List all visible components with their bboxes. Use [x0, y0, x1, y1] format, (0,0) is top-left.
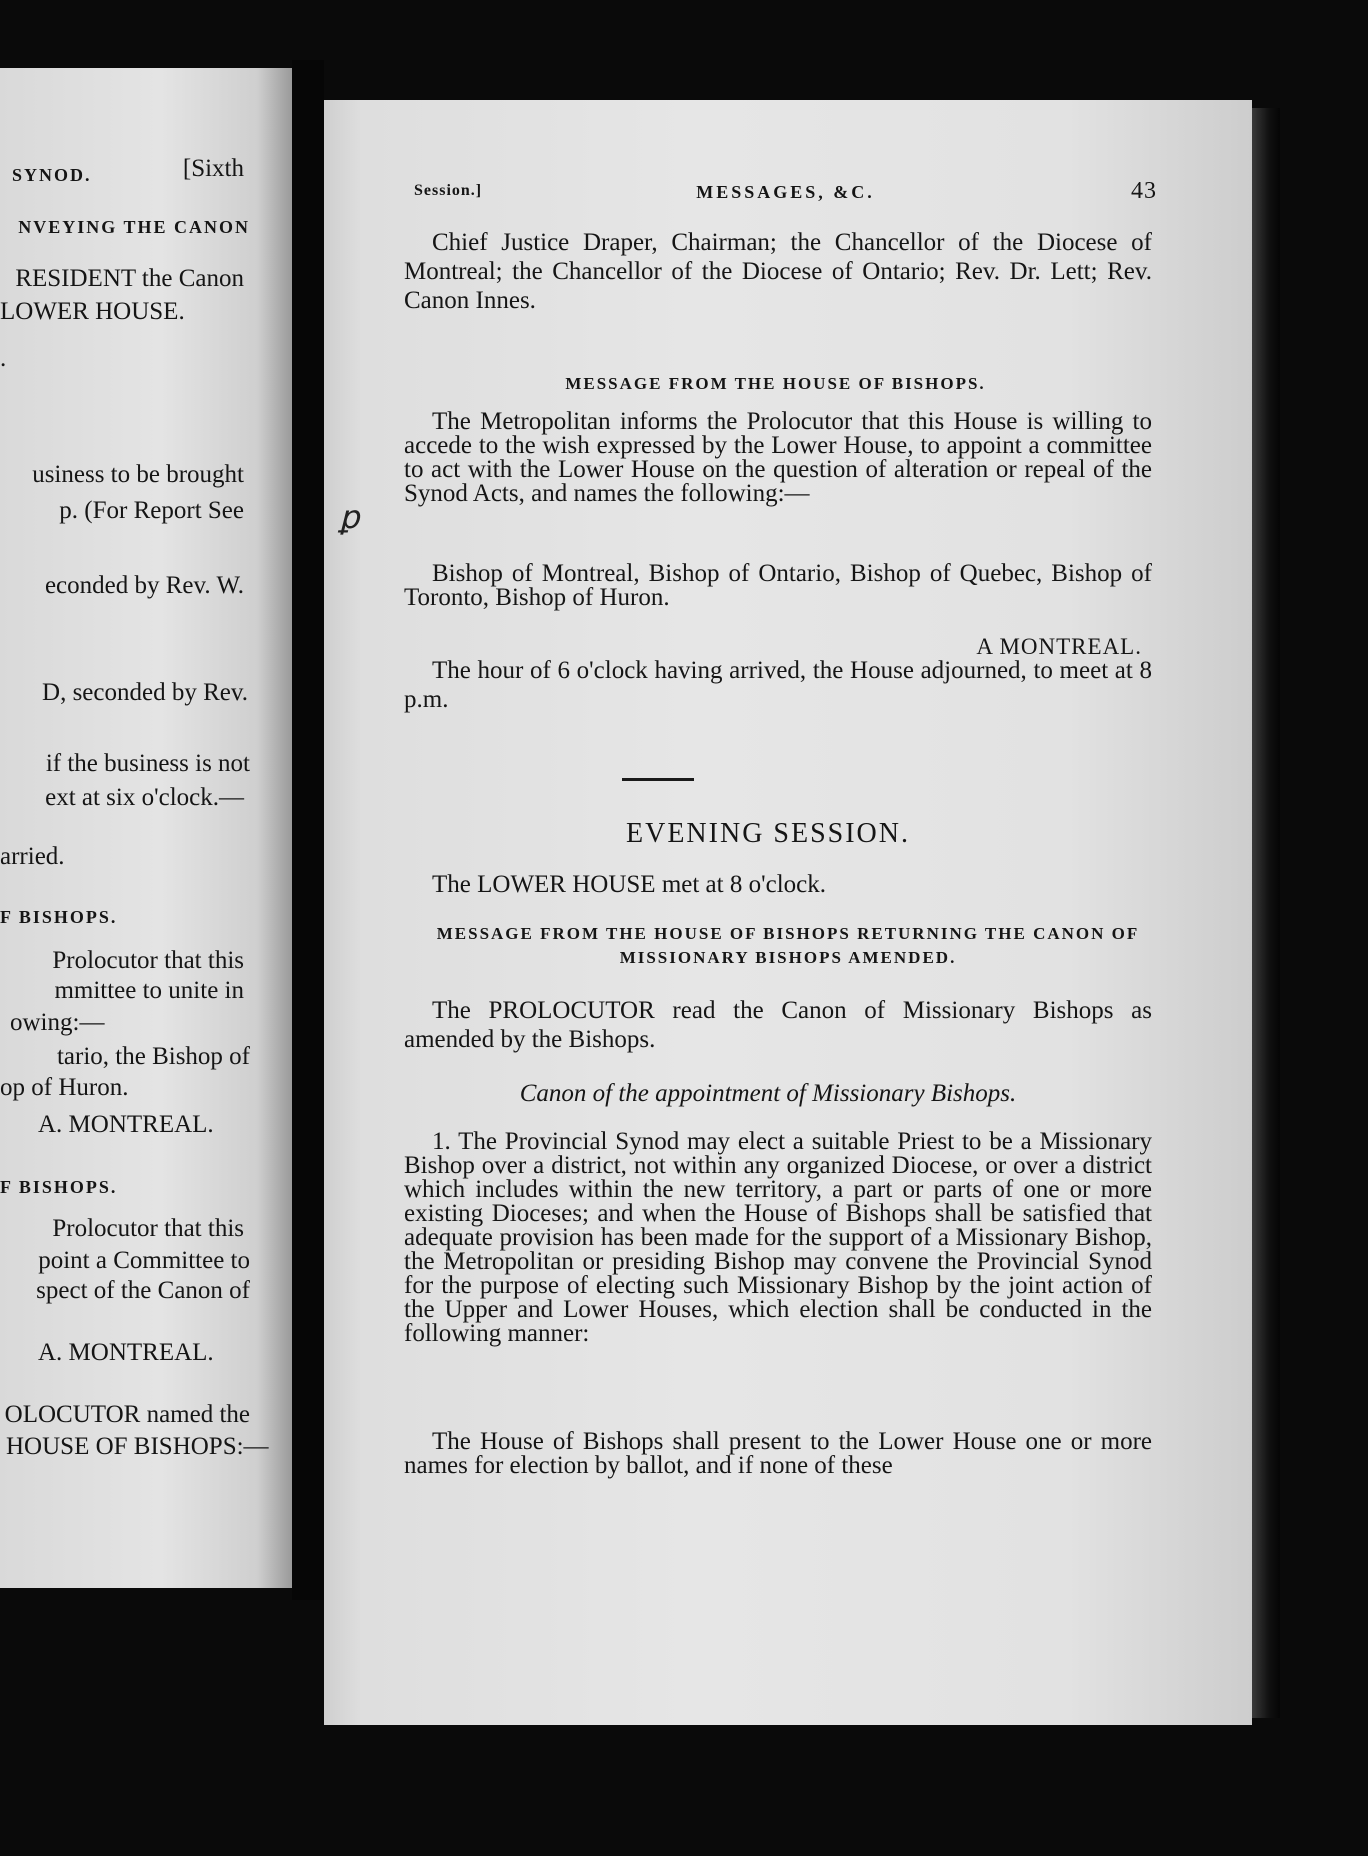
- left-line: RESIDENT the Canon: [15, 265, 244, 292]
- heading-returning-canon: MESSAGE FROM THE HOUSE OF BISHOPS RETURNING THE CANON OF MISSIONARY BISHOPS AMENDED.: [436, 924, 1140, 967]
- header-session: Session.]: [414, 182, 483, 199]
- left-line: [Sixth: [182, 155, 244, 182]
- left-line: SYNOD.: [12, 165, 92, 185]
- left-line: HOUSE OF BISHOPS:—: [6, 1433, 269, 1460]
- left-line: arried.: [0, 843, 65, 870]
- bishops-list: Bishop of Montreal, Bishop of Ontario, Bishop of Quebec, Bishop of Toronto, Bishop of Huron.: [404, 560, 1152, 611]
- message-paragraph: The Metropolitan informs the Prolocutor that this House is willing to accede to the wish expressed by the Lower House, to appoint a committee to act with the Lower House on the question of alteration or repeal of the Synod Acts, and names the following:—: [404, 408, 1152, 507]
- left-line: if the business is not: [45, 750, 250, 777]
- page-number: 43: [1131, 178, 1157, 204]
- left-line: point a Committee to: [38, 1247, 250, 1274]
- left-page-fragment: [0, 68, 292, 1588]
- left-line: usiness to be brought: [32, 461, 244, 488]
- adjourn-paragraph: The hour of 6 o'clock having arrived, the House adjourned, to meet at 8 p.m.: [404, 657, 1152, 713]
- left-line: Prolocutor that this: [52, 947, 244, 974]
- left-line: A. MONTREAL.: [38, 1111, 214, 1138]
- signature: A MONTREAL.: [976, 634, 1142, 659]
- committee-paragraph: Chief Justice Draper, Chairman; the Chancellor of the Diocese of Montreal; the Chancellor of the Diocese of Ontario; Rev. Dr. Lett; Rev. Canon Innes.: [404, 229, 1152, 314]
- left-line: .: [0, 345, 7, 372]
- book-gutter: [292, 60, 324, 1600]
- left-line: F BISHOPS.: [0, 1177, 118, 1197]
- left-line: Prolocutor that this: [52, 1215, 244, 1242]
- left-line: D, seconded by Rev.: [42, 679, 248, 706]
- canon-title: Canon of the appointment of Missionary Bishops.: [519, 1080, 1017, 1107]
- page-edge: [1252, 108, 1280, 1718]
- left-line: tario, the Bishop of: [56, 1043, 250, 1070]
- left-line: LOWER HOUSE.: [0, 298, 185, 325]
- canon-clause-1: 1. The Provincial Synod may elect a suitable Priest to be a Missionary Bishop over a district, not within any organized Diocese, or over a district which includes within the new territory, a part or parts of one or more existing Dioceses; and when the House of Bishops shall be satisfied that adequate provision has been made for the support of a Missionary Bishop, the Metropolitan or presiding Bishop may convene the Provincial Synod for the purpose of electing such Missionary Bishop by the joint action of the Upper and Lower Houses, which election shall be conducted in the following manner:: [404, 1128, 1152, 1347]
- left-line: A. MONTREAL.: [38, 1339, 214, 1366]
- left-line: spect of the Canon of: [36, 1277, 250, 1304]
- section-rule: [622, 778, 694, 781]
- right-page: [324, 100, 1252, 1725]
- left-line: p. (For Report See: [59, 497, 244, 524]
- left-line: F BISHOPS.: [0, 907, 118, 927]
- running-header: [414, 178, 1157, 208]
- left-line: ext at six o'clock.—: [45, 784, 244, 811]
- left-line: op of Huron.: [0, 1074, 129, 1101]
- lower-house-met: The LOWER HOUSE met at 8 o'clock.: [432, 871, 826, 898]
- header-title: MESSAGES, &C.: [696, 182, 875, 202]
- prolocutor-read-paragraph: The PROLOCUTOR read the Canon of Missionary Bishops as amended by the Bishops.: [404, 997, 1152, 1053]
- left-line: owing:—: [10, 1009, 105, 1036]
- final-paragraph: The House of Bishops shall present to the Lower House one or more names for election by ballot, and if none of these: [404, 1428, 1152, 1479]
- left-line: NVEYING THE CANON: [18, 217, 250, 237]
- left-line: mmittee to unite in: [54, 977, 244, 1004]
- left-line: econded by Rev. W.: [44, 572, 244, 599]
- heading-message-bishops: MESSAGE FROM THE HOUSE OF BISHOPS.: [565, 374, 986, 393]
- left-line: OLOCUTOR named the: [4, 1401, 250, 1428]
- margin-annotation-icon: ꝑ: [339, 499, 360, 535]
- evening-session-title: EVENING SESSION.: [626, 818, 910, 849]
